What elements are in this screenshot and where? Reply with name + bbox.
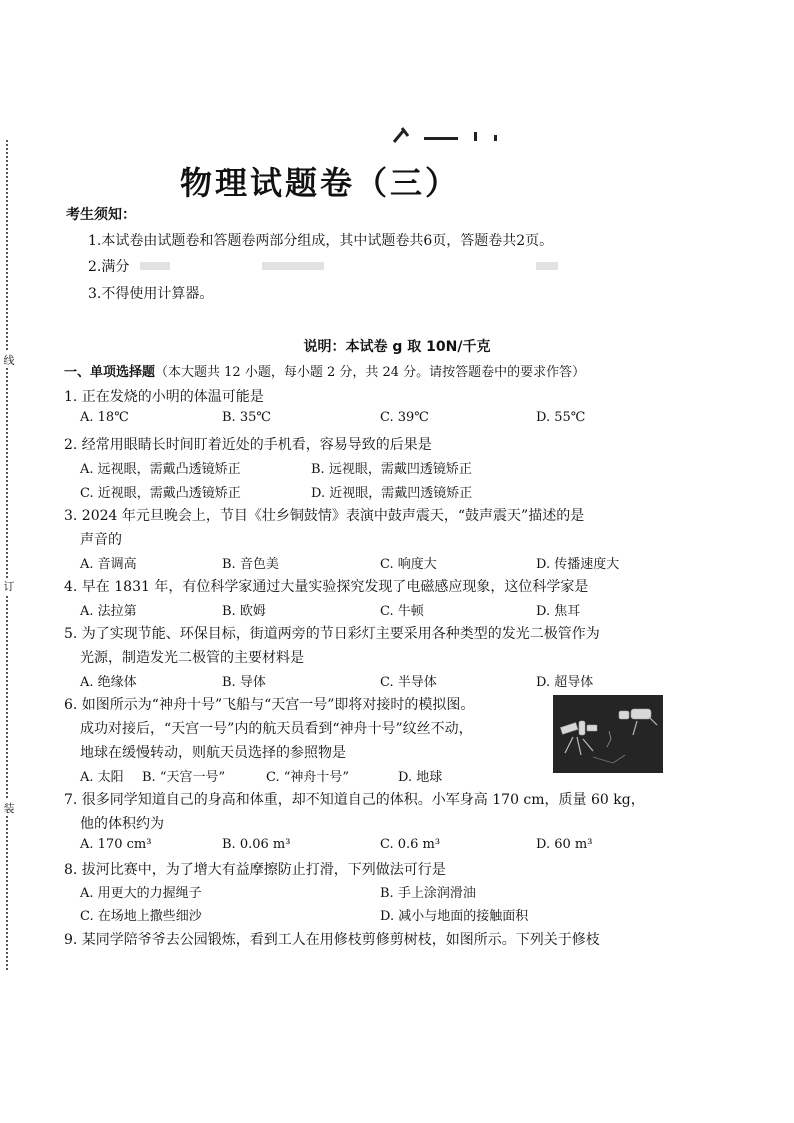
question-4-stem: 4. 早在 1831 年，有位科学家通过大量实验探究发现了电磁感应现象，这位科学家是 bbox=[64, 579, 589, 595]
question-6-option-d: D. 地球 bbox=[398, 770, 443, 785]
spacecraft-docking-image bbox=[553, 695, 663, 773]
question-4-option-d: D. 焦耳 bbox=[536, 604, 581, 619]
notice-item-2: 2.满分 bbox=[88, 259, 130, 275]
question-1-option-b: B. 35℃ bbox=[222, 410, 271, 425]
question-4-option-b: B. 欧姆 bbox=[222, 604, 266, 619]
question-5-option-b: B. 导体 bbox=[222, 675, 266, 690]
question-1-stem: 1. 正在发烧的小明的体温可能是 bbox=[64, 389, 264, 405]
smudge bbox=[536, 262, 558, 270]
smudge bbox=[262, 262, 324, 270]
explanation-line: 说明：本试卷 g 取 10N/千克 bbox=[303, 339, 491, 355]
binding-label-line: 线 bbox=[3, 354, 15, 367]
question-7-option-a: A. 170 cm³ bbox=[80, 837, 152, 852]
question-2-option-d: D. 近视眼，需戴凹透镜矫正 bbox=[311, 486, 473, 501]
question-5-stem: 5. 为了实现节能、环保目标，街道两旁的节日彩灯主要采用各种类型的发光二极管作为 bbox=[64, 626, 600, 642]
question-6-option-c: C. “神舟十号” bbox=[266, 770, 350, 785]
question-1-option-d: D. 55℃ bbox=[536, 410, 586, 425]
smudge bbox=[140, 262, 170, 270]
question-2-option-a: A. 远视眼，需戴凸透镜矫正 bbox=[80, 462, 241, 477]
question-6-option-b: B. “天宫一号” bbox=[142, 770, 226, 785]
question-5-option-d: D. 超导体 bbox=[536, 675, 594, 690]
question-2-option-c: C. 近视眼，需戴凸透镜矫正 bbox=[80, 486, 241, 501]
section-heading bbox=[64, 361, 585, 380]
question-3-stem-cont: 声音的 bbox=[80, 532, 122, 548]
question-2-option-b: B. 远视眼，需戴凹透镜矫正 bbox=[311, 462, 472, 477]
question-3-option-d: D. 传播速度大 bbox=[536, 557, 620, 572]
question-3-option-b: B. 音色美 bbox=[222, 557, 279, 572]
section-note: （本大题共 12 小题，每小题 2 分，共 24 分。请按答题卷中的要求作答） bbox=[155, 365, 586, 380]
question-5-option-a: A. 绝缘体 bbox=[80, 675, 137, 690]
question-8-option-c: C. 在场地上撒些细沙 bbox=[80, 909, 202, 924]
question-6-stem: 6. 如图所示为“神舟十号”飞船与“天宫一号”即将对接时的模拟图。 bbox=[64, 697, 475, 713]
question-6-stem-cont-1: 成功对接后，“天宫一号”内的航天员看到“神舟十号”纹丝不动， bbox=[80, 721, 473, 737]
notice-item-1: 1.本试卷由试题卷和答题卷两部分组成，其中试题卷共6页，答题卷共2页。 bbox=[88, 233, 554, 249]
question-3-option-c: C. 响度大 bbox=[380, 557, 437, 572]
question-3-stem: 3. 2024 年元旦晚会上，节目《壮乡铜鼓情》表演中鼓声震天，“鼓声震天”描述的是 bbox=[64, 508, 585, 524]
question-9-stem: 9. 某同学陪爷爷去公园锻炼，看到工人在用修枝剪修剪树枝，如图所示。下列关于修枝 bbox=[64, 932, 600, 948]
question-7-option-b: B. 0.06 m³ bbox=[222, 837, 291, 852]
section-title: 一、单项选择题 bbox=[64, 365, 156, 380]
binding-line bbox=[6, 140, 8, 970]
question-7-stem-cont: 他的体积约为 bbox=[80, 816, 164, 832]
question-5-stem-cont: 光源，制造发光二极管的主要材料是 bbox=[80, 650, 304, 666]
question-1-option-a: A. 18℃ bbox=[80, 410, 129, 425]
question-4-option-a: A. 法拉第 bbox=[80, 604, 137, 619]
page-title: 物理试题卷（三） bbox=[180, 164, 461, 202]
question-2-stem: 2. 经常用眼睛长时间盯着近处的手机看，容易导致的后果是 bbox=[64, 437, 432, 453]
notice-item-3: 3.不得使用计算器。 bbox=[88, 286, 214, 302]
question-7-option-c: C. 0.6 m³ bbox=[380, 837, 441, 852]
binding-label-bind: 装 bbox=[3, 802, 15, 815]
question-7-option-d: D. 60 m³ bbox=[536, 837, 593, 852]
notice-heading: 考生须知： bbox=[66, 207, 136, 223]
question-8-stem: 8. 拔河比赛中，为了增大有益摩擦防止打滑，下列做法可行是 bbox=[64, 862, 446, 878]
question-8-option-b: B. 手上涂润滑油 bbox=[380, 886, 476, 901]
question-7-stem: 7. 很多同学知道自己的身高和体重，却不知道自己的体积。小军身高 170 cm，质量 60 kg， bbox=[64, 792, 645, 808]
question-8-option-a: A. 用更大的力握绳子 bbox=[80, 886, 202, 901]
question-6-option-a: A. 太阳 bbox=[80, 770, 124, 785]
header-scan-residue bbox=[390, 120, 500, 146]
question-8-option-d: D. 减小与地面的接触面积 bbox=[380, 909, 529, 924]
binding-label-order: 订 bbox=[3, 580, 15, 593]
question-4-option-c: C. 牛顿 bbox=[380, 604, 424, 619]
question-3-option-a: A. 音调高 bbox=[80, 557, 137, 572]
question-5-option-c: C. 半导体 bbox=[380, 675, 437, 690]
question-6-stem-cont-2: 地球在缓慢转动，则航天员选择的参照物是 bbox=[80, 745, 346, 761]
question-1-option-c: C. 39℃ bbox=[380, 410, 429, 425]
